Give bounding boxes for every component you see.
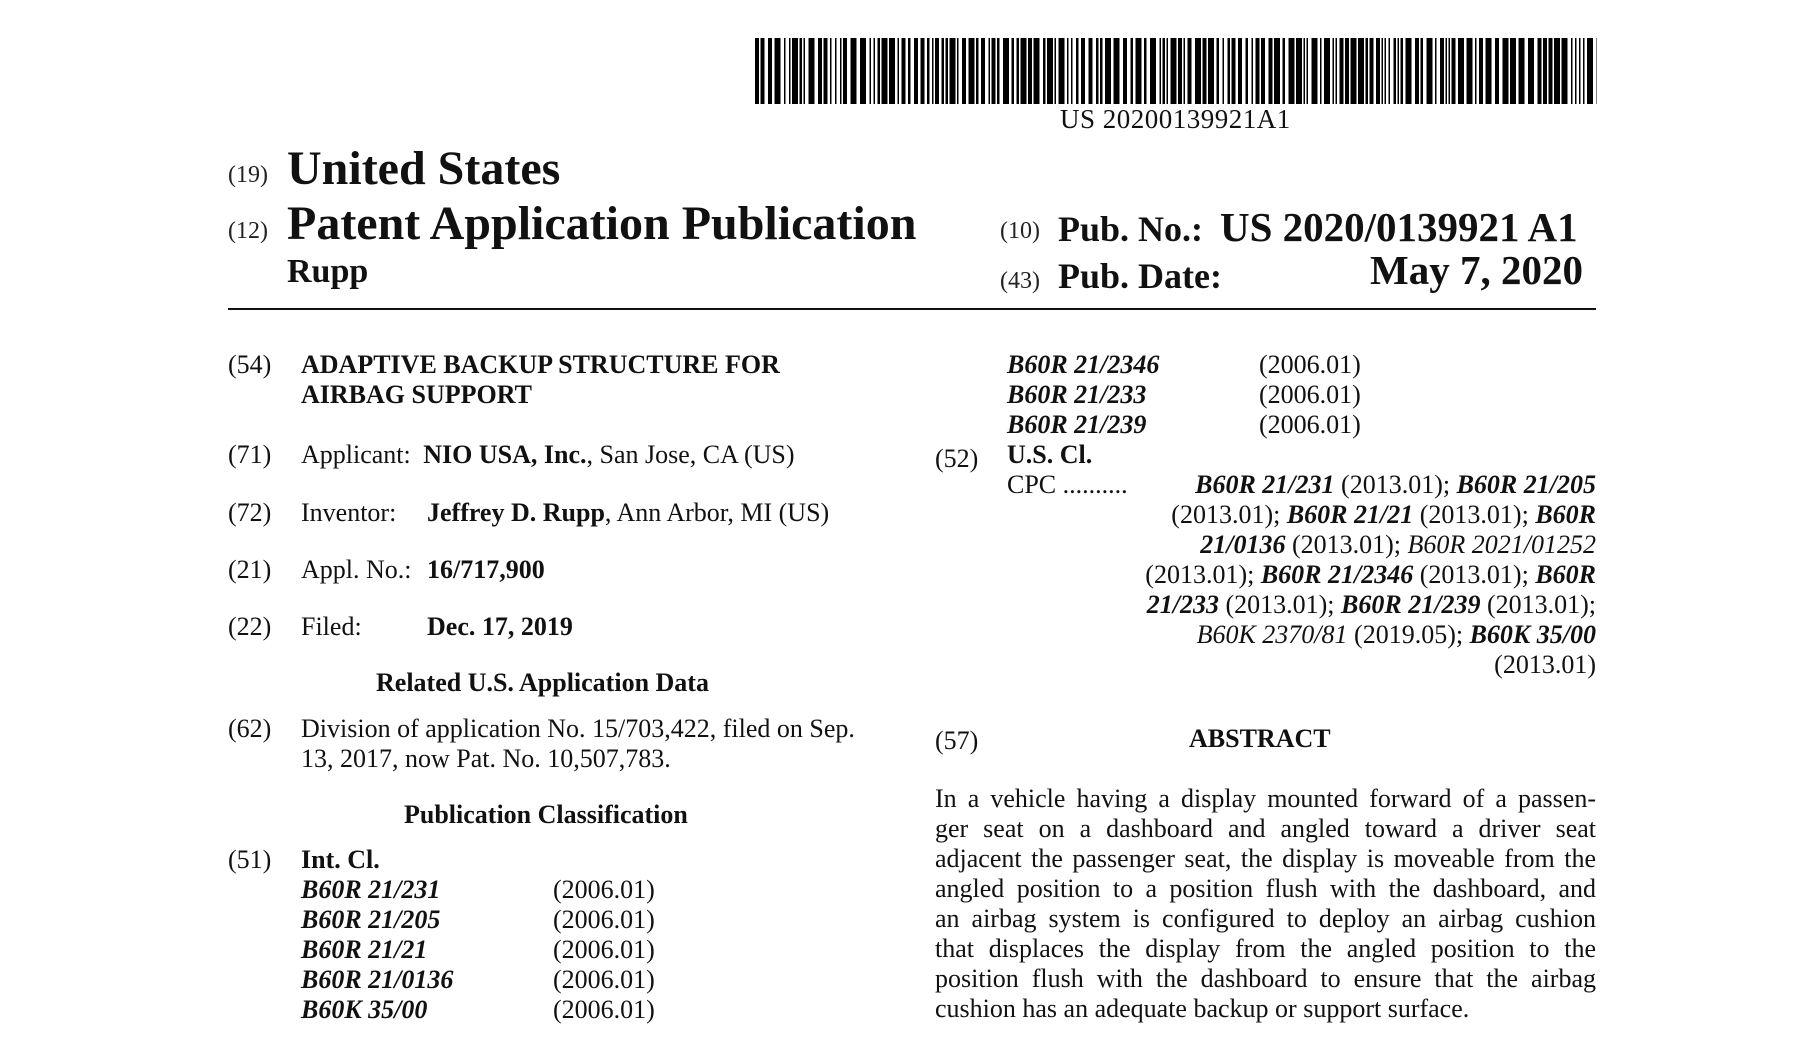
uscl-label: U.S. Cl. — [1007, 440, 1093, 469]
filed-label: Filed: — [301, 612, 362, 641]
title-code: (54) — [228, 350, 272, 379]
intcl-version: (2006.01) — [553, 875, 655, 904]
cpc-line: (2013.01); B60R 21/21 (2013.01); B60R — [1171, 500, 1596, 529]
intcl-class: B60R 21/2346 — [1007, 350, 1160, 379]
abstract-line: ger seat on a dashboard and angled toward a driver seat — [935, 814, 1596, 843]
appl-number: 16/717,900 — [427, 555, 545, 584]
pub-date: May 7, 2020 — [1370, 247, 1583, 293]
abstract-line: angled position to a position flush with the dashboard, and — [935, 874, 1596, 903]
code-12: (12) — [228, 218, 268, 244]
division-line-1: Division of application No. 15/703,422, filed on Sep. — [301, 714, 855, 743]
applicant-code: (71) — [228, 440, 272, 469]
inventor-label: Inventor: — [301, 498, 397, 527]
filed-code: (22) — [228, 612, 272, 641]
intcl-label: Int. Cl. — [301, 845, 380, 874]
inventor-name: Jeffrey D. Rupp — [427, 498, 605, 527]
abstract-line: cushion has an adequate backup or support surface. — [935, 994, 1470, 1023]
appl-label: Appl. No.: — [301, 555, 412, 584]
country: United States — [287, 142, 561, 195]
cpc-line: B60K 2370/81 (2019.05); B60K 35/00 — [1196, 620, 1596, 649]
intcl-class: B60R 21/205 — [301, 905, 441, 934]
code-43: (43) — [1000, 268, 1040, 294]
abstract-code: (57) — [935, 726, 979, 755]
inventor-field — [427, 498, 829, 528]
inventor-location: , Ann Arbor, MI (US) — [604, 498, 830, 527]
title-line-2: AIRBAG SUPPORT — [301, 380, 532, 409]
pub-no-label: Pub. No.: — [1058, 209, 1204, 249]
division-code: (62) — [228, 714, 272, 743]
cpc-line: 21/233 (2013.01); B60R 21/239 (2013.01); — [1146, 590, 1596, 619]
intcl-class: B60R 21/21 — [301, 935, 428, 964]
intcl-version: (2006.01) — [553, 905, 655, 934]
applicant-location: , San Jose, CA (US) — [586, 440, 795, 469]
abstract-heading: ABSTRACT — [1189, 724, 1331, 753]
cpc-label: CPC .......... — [1007, 470, 1128, 499]
inventor-surname: Rupp — [287, 253, 369, 290]
document-type: Patent Application Publication — [287, 197, 917, 250]
abstract-line: position flush with the dashboard to ensure that the airbag — [935, 964, 1596, 993]
uscl-code: (52) — [935, 444, 979, 473]
intcl-class: B60R 21/233 — [1007, 380, 1147, 409]
barcode-number: US 20200139921A1 — [1060, 104, 1291, 134]
inventor-code: (72) — [228, 498, 272, 527]
code-10: (10) — [1000, 218, 1040, 244]
applicant-label: Applicant: — [301, 440, 411, 469]
related-heading: Related U.S. Application Data — [376, 668, 709, 697]
intcl-version: (2006.01) — [553, 965, 655, 994]
header-divider — [228, 308, 1596, 310]
filed-date: Dec. 17, 2019 — [427, 612, 573, 641]
pubclass-heading: Publication Classification — [404, 800, 688, 829]
abstract-line: adjacent the passenger seat, the display is moveable from the — [935, 844, 1596, 873]
intcl-version: (2006.01) — [553, 935, 655, 964]
intcl-class: B60K 35/00 — [301, 995, 428, 1024]
intcl-code: (51) — [228, 845, 272, 874]
intcl-version: (2006.01) — [1259, 380, 1361, 409]
intcl-version: (2006.01) — [1259, 410, 1361, 439]
pub-date-label: Pub. Date: — [1058, 256, 1222, 296]
intcl-class: B60R 21/231 — [301, 875, 441, 904]
intcl-class: B60R 21/0136 — [301, 965, 454, 994]
intcl-class: B60R 21/239 — [1007, 410, 1147, 439]
intcl-version: (2006.01) — [553, 995, 655, 1024]
intcl-version: (2006.01) — [1259, 350, 1361, 379]
cpc-line: 21/0136 (2013.01); B60R 2021/01252 — [1200, 530, 1596, 559]
cpc-line: (2013.01) — [1494, 650, 1596, 679]
cpc-line: B60R 21/231 (2013.01); B60R 21/205 — [1195, 470, 1596, 499]
code-19: (19) — [228, 162, 268, 188]
abstract-line: In a vehicle having a display mounted forward of a passen- — [935, 784, 1596, 813]
applicant-field — [301, 440, 795, 470]
division-line-2: 13, 2017, now Pat. No. 10,507,783. — [301, 744, 671, 773]
title-line-1: ADAPTIVE BACKUP STRUCTURE FOR — [301, 350, 780, 379]
applicant-name: NIO USA, Inc. — [423, 440, 587, 469]
appl-code: (21) — [228, 555, 272, 584]
barcode — [755, 38, 1597, 104]
abstract-line: an airbag system is configured to deploy an airbag cushion — [935, 904, 1596, 933]
abstract-line: that displaces the display from the angled position to the — [935, 934, 1596, 963]
cpc-line: (2013.01); B60R 21/2346 (2013.01); B60R — [1145, 560, 1596, 589]
pub-no: US 2020/0139921 A1 — [1220, 204, 1578, 250]
